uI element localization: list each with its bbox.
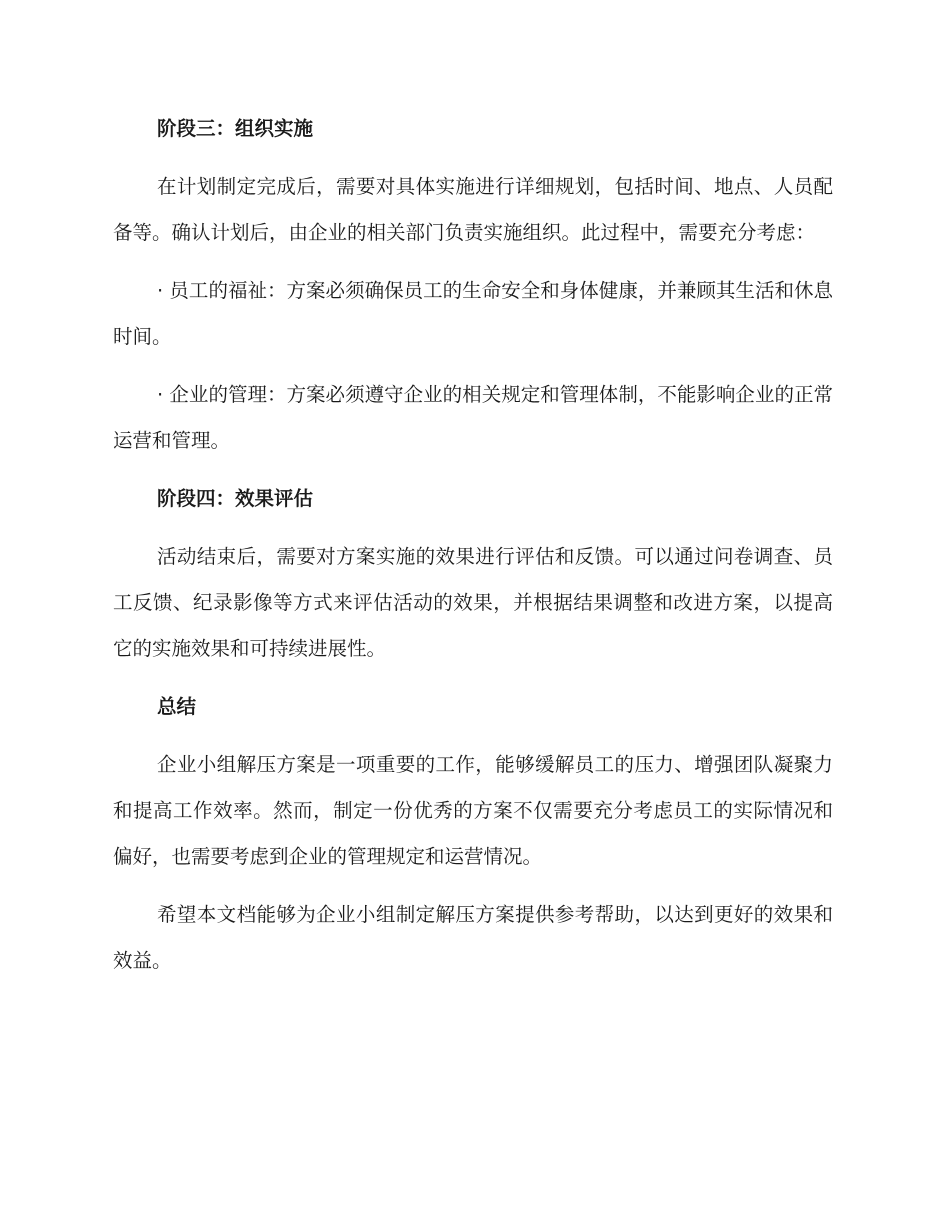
paragraph: 企业小组解压方案是一项重要的工作，能够缓解员工的压力、增强团队凝聚力和提高工作效率。然而，制定一份优秀的方案不仅需要充分考虑员工的实际情况和偏好，也需要考虑到企业的管理规定和运营情况。 <box>113 753 833 868</box>
document-page <box>113 106 833 996</box>
section-heading-stage-four: 阶段四：效果评估 <box>157 487 314 510</box>
bullet-item-enterprise-management: · 企业的管理：方案必须遵守企业的相关规定和管理体制，不能影响企业的正常运营和管理。 <box>113 383 833 452</box>
section-heading-stage-three: 阶段三：组织实施 <box>157 117 314 140</box>
paragraph: 希望本文档能够为企业小组制定解压方案提供参考帮助，以达到更好的效果和效益。 <box>113 903 833 972</box>
bullet-item-employee-welfare: · 员工的福祉：方案必须确保员工的生命安全和身体健康，并兼顾其生活和休息时间。 <box>113 279 833 348</box>
paragraph: 在计划制定完成后，需要对具体实施进行详细规划，包括时间、地点、人员配备等。确认计划后，由企业的相关部门负责实施组织。此过程中，需要充分考虑： <box>113 175 833 244</box>
section-heading-summary: 总结 <box>157 695 197 718</box>
paragraph: 活动结束后，需要对方案实施的效果进行评估和反馈。可以通过问卷调查、员工反馈、纪录影像等方式来评估活动的效果，并根据结果调整和改进方案，以提高它的实施效果和可持续进展性。 <box>113 545 833 660</box>
